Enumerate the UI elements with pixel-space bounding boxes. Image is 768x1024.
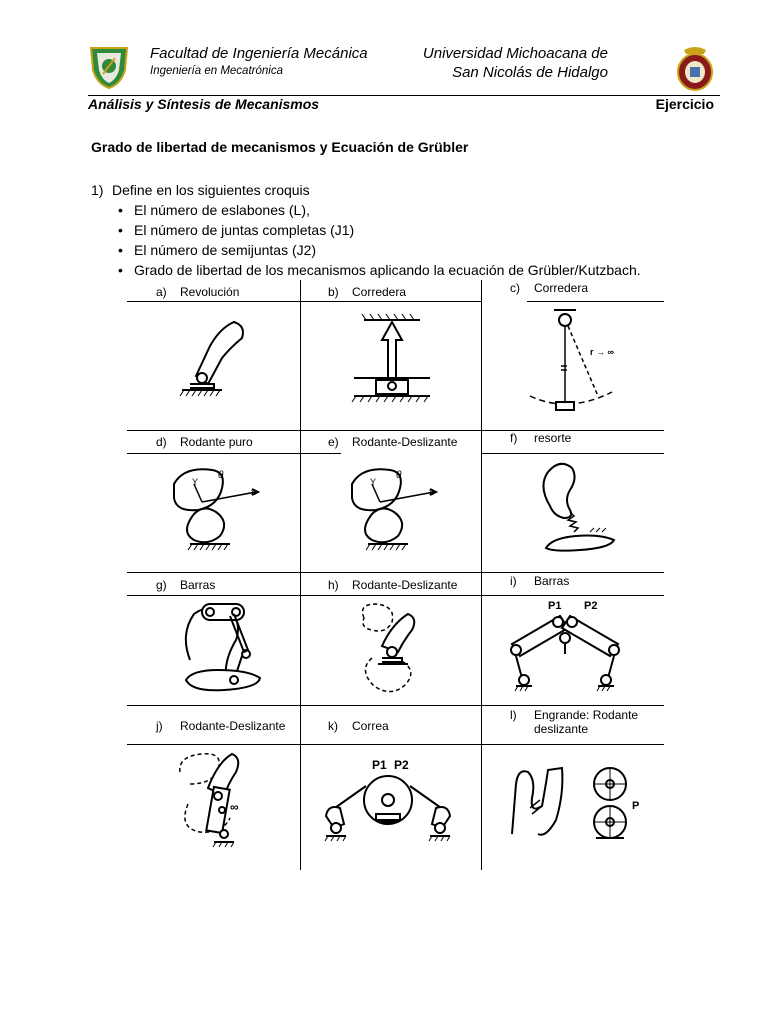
- sketch-bar-linkage-i: [502, 604, 632, 694]
- angle-theta-label: θ: [396, 470, 402, 481]
- sketch-slider-joint: [350, 312, 434, 412]
- cell-e-caption: e) Rodante-Deslizante: [328, 435, 458, 449]
- axis-x-label: x: [251, 487, 256, 497]
- university-line-1: Universidad Michoacana de: [422, 45, 608, 62]
- bullet-text: El número de eslabones (L),: [134, 202, 310, 218]
- course-name: Análisis y Síntesis de Mecanismos: [88, 96, 320, 112]
- infinity-label: ∞: [230, 800, 239, 814]
- point-p1-label: P1: [372, 758, 387, 772]
- point-p-label: P: [632, 800, 640, 812]
- sketch-bar-linkage-g: [174, 600, 274, 700]
- sketch-revolute-joint: [176, 318, 256, 398]
- cell-h-caption: h) Rodante-Deslizante: [328, 578, 458, 592]
- axis-x-label: x: [429, 487, 434, 497]
- cell-l-caption: l) Engrande: Rodante deslizante: [510, 708, 639, 736]
- sketch-spring: [530, 456, 620, 556]
- page-title: Grado de libertad de mecanismos y Ecuación de Grübler: [91, 139, 469, 155]
- cell-b-caption: b) Corredera: [328, 285, 407, 299]
- sketch-gear-mesh: [502, 754, 642, 854]
- sketch-pure-rolling: [160, 462, 270, 562]
- faculty-name: Facultad de Ingeniería Mecánica: [150, 45, 368, 62]
- point-p2-label: P2: [394, 758, 409, 772]
- axis-y-label: Y: [192, 477, 199, 487]
- sketch-rolling-sliding-h: [352, 600, 432, 700]
- bullet-dot: •: [118, 202, 123, 218]
- doc-type: Ejercicio: [655, 96, 714, 112]
- sketch-rolling-sliding: [338, 462, 448, 562]
- question-text: Define en los siguientes croquis: [112, 182, 310, 198]
- cell-j-caption: j) Rodante-Deslizante: [156, 719, 286, 733]
- bullet-dot: •: [118, 262, 123, 278]
- sketch-belt: [318, 770, 458, 860]
- cell-f-caption: f) resorte: [510, 431, 572, 445]
- university-seal-logo: [674, 44, 716, 92]
- cell-a-caption: a) Revolución: [156, 285, 240, 299]
- angle-theta-label: θ: [218, 470, 224, 481]
- sketch-rolling-sliding-j: [172, 748, 262, 858]
- bullet-text: El número de juntas completas (J1): [134, 222, 355, 238]
- faculty-shield-logo: [88, 44, 130, 90]
- axis-y-label: Y: [370, 477, 377, 487]
- bullet-text: El número de semijuntas (J2): [134, 242, 317, 258]
- cell-k-caption: k) Correa: [328, 719, 389, 733]
- point-p2-label: P2: [584, 600, 598, 612]
- university-line-2: San Nicolás de Hidalgo: [452, 64, 608, 81]
- bullet-dot: •: [118, 222, 123, 238]
- cell-c-caption: c) Corredera: [510, 281, 589, 295]
- radius-infinite-label: r → ∞: [590, 347, 614, 357]
- cell-g-caption: g) Barras: [156, 578, 216, 592]
- program-name: Ingeniería en Mecatrónica: [150, 65, 283, 77]
- sketch-pendulum-slider: [528, 304, 622, 422]
- question-number: 1): [91, 182, 104, 198]
- bullet-text: Grado de libertad de los mecanismos aplicando la ecuación de Grübler/Kutzbach.: [134, 262, 641, 278]
- bullet-dot: •: [118, 242, 123, 258]
- cell-i-caption: i) Barras: [510, 574, 570, 588]
- point-p1-label: P1: [548, 600, 562, 612]
- cell-d-caption: d) Rodante puro: [156, 435, 253, 449]
